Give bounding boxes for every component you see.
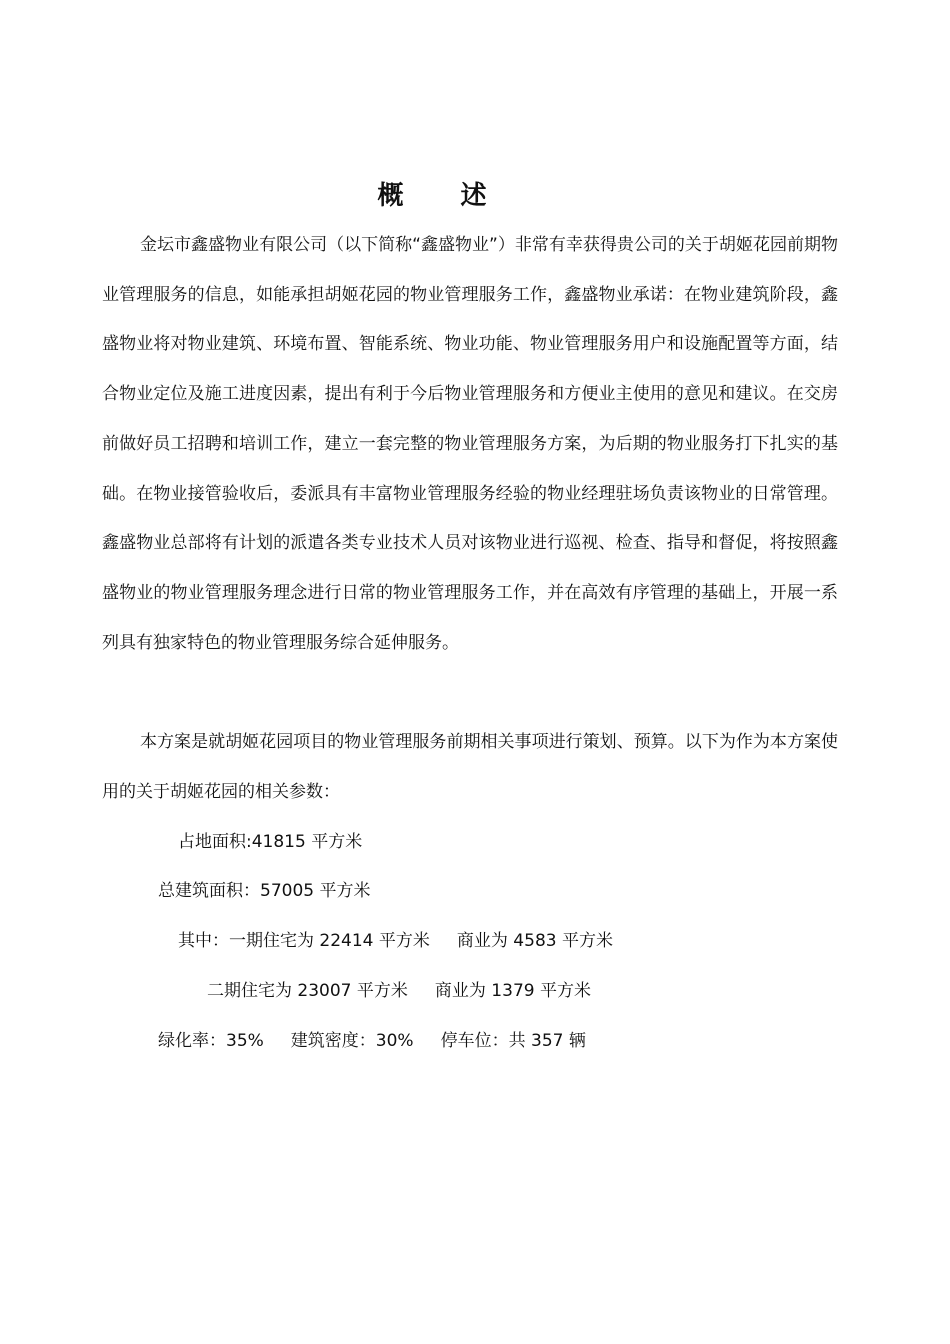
page-title: 概 述 — [377, 181, 511, 211]
land-area-line: 占地面积:41815 平方米 — [178, 832, 363, 852]
ratios-line: 绿化率：35% 建筑密度：30% 停车位：共 357 辆 — [158, 1031, 586, 1051]
scope-paragraph: 本方案是就胡姬花园项目的物业管理服务前期相关事项进行策划、预算。以下为作为本方案使用的关于胡姬花园的相关参数： — [102, 732, 838, 802]
intro-paragraph: 金坛市鑫盛物业有限公司（以下简称“鑫盛物业”）非常有幸获得贵公司的关于胡姬花园前期物业管理服务的信息，如能承担胡姬花园的物业管理服务工作，鑫盛物业承诺：在物业建筑阶段，鑫盛物业将对物业建筑、环境布置、智能系统、物业功能、物业管理服务用户和设施配置等方面，结合物业定位及施工进度因素，提出有利于今后物业管理服务和方便业主使用的意见和建议。在交房前做好员工招聘和培训工作，建立一套完整的物业管理服务方案，为后期的物业服务打下扎实的基础。在物业接管验收后，委派具有丰富物业管理服务经验的物业经理驻场负责该物业的日常管理。鑫盛物业总部将有计划的派遣各类专业技术人员对该物业进行巡视、检查、指导和督促，将按照鑫盛物业的物业管理服务理念进行日常的物业管理服务工作，并在高效有序管理的基础上，开展一系列具有独家特色的物业管理服务综合延伸服务。 — [102, 235, 838, 653]
phase-two-area-line: 二期住宅为 23007 平方米 商业为 1379 平方米 — [207, 981, 591, 1001]
phase-one-area-line: 其中：一期住宅为 22414 平方米 商业为 4583 平方米 — [178, 931, 613, 951]
total-floor-area-line: 总建筑面积：57005 平方米 — [158, 881, 371, 901]
